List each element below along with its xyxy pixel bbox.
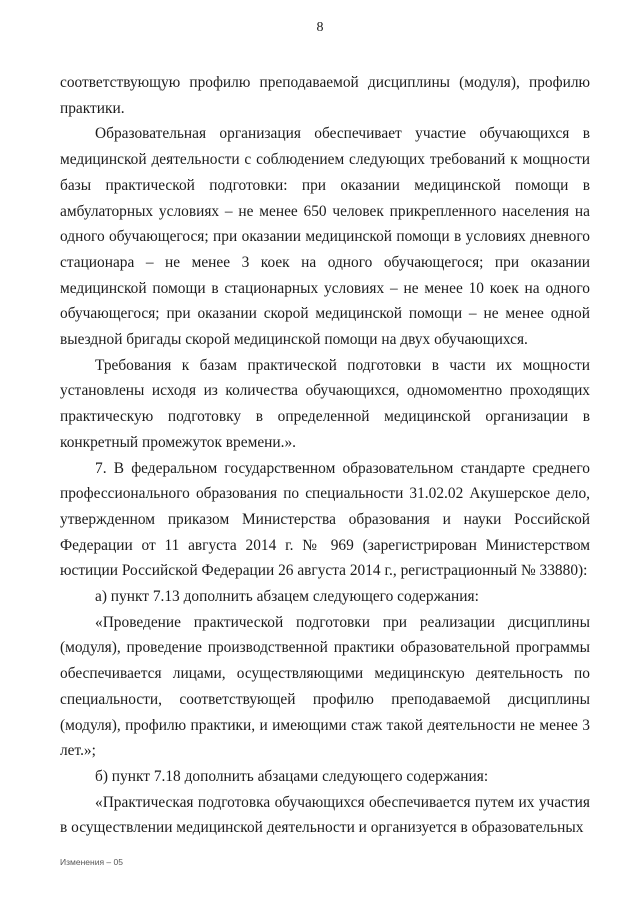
paragraph-item-7: 7. В федеральном государственном образовательном стандарте среднего профессионального образования по специальности 31.02.02 Акушерское дело, утвержденном приказом Министерства образования и науки Российской Федерации от 11 августа 2014 г. № 969 (зарегистрирован Министерством юстиции Российской Федерации 26 августа 2014 г., регистрационный № 33880): <box>60 459 590 580</box>
footer-note: Изменения – 05 <box>60 857 123 867</box>
paragraph-continuation: соответствующую профилю преподаваемой дисциплины (модуля), профилю практики. <box>60 74 590 117</box>
paragraph-subitem-a: а) пункт 7.13 дополнить абзацем следующего содержания: <box>95 588 479 606</box>
paragraph-subitem-b: б) пункт 7.18 дополнить абзацами следующего содержания: <box>95 767 489 785</box>
paragraph-practice-base-requirements: Образовательная организация обеспечивает участие обучающихся в медицинской деятельности с соблюдением следующих требований к мощности базы практической подготовки: при оказании медицинской помощи в амбулаторных условиях – не менее 650 человек прикрепленного населения на одного обучающегося; при оказании медицинской помощи в условиях дневного стационара – не менее 3 коек на одного обучающегося; при оказании медицинской помощи в стационарных условиях – не менее 10 коек на одного обучающегося; при оказании скорой медицинской помощи – не менее одной выездной бригады скорой медицинской помощи на двух обучающихся. <box>60 125 590 349</box>
paragraph-quote-practical-training: «Практическая подготовка обучающихся обеспечивается путем их участия в осуществлении медицинской деятельности и организуется в образовательных <box>60 793 590 837</box>
paragraph-quote-practice-staff: «Проведение практической подготовки при реализации дисциплины (модуля), проведение производственной практики образовательной программы обеспечивается лицами, осуществляющими медицинскую деятельность по специальности, соответствующей профилю преподаваемой дисциплины (модуля), профилю практики, и имеющими стаж такой деятельности не менее 3 лет.»; <box>60 613 590 760</box>
paragraph-capacity-requirements: Требования к базам практической подготовки в части их мощности установлены исходя из количества обучающихся, одномоментно проходящих практическую подготовку в определенной медицинской организации в конкретный промежуток времени.». <box>60 356 590 451</box>
document-body <box>60 70 590 841</box>
page-number: 8 <box>316 20 324 35</box>
